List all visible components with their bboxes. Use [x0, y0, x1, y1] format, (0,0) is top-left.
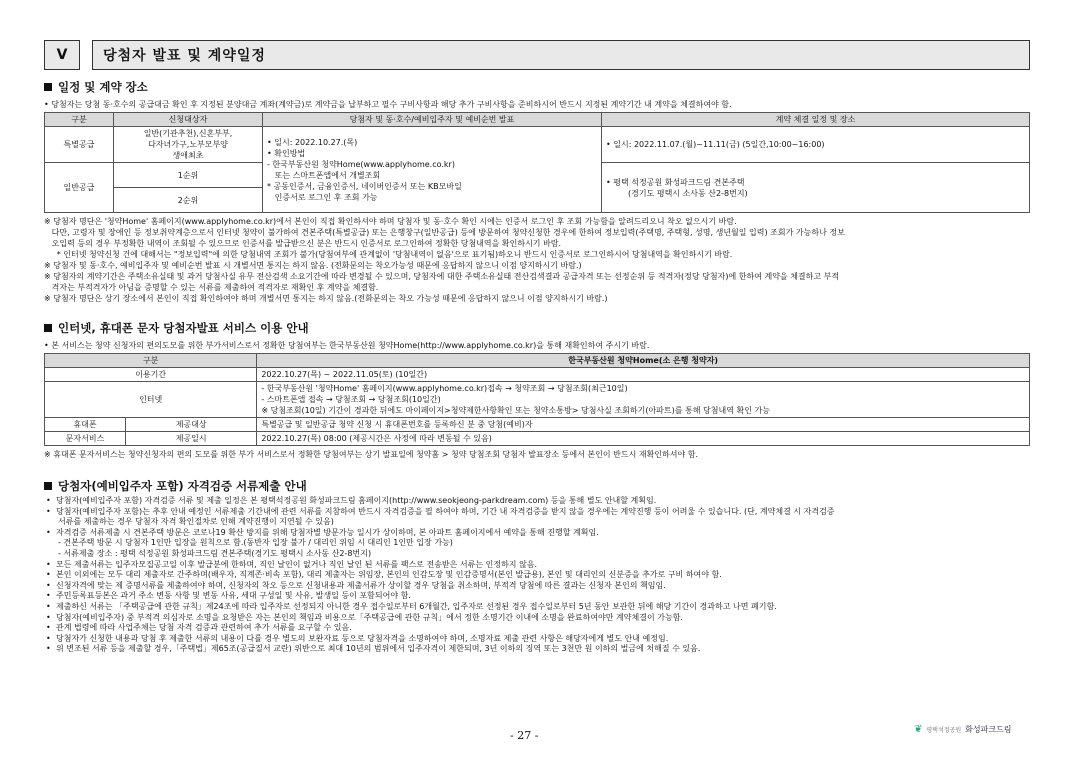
list-item: • 당첨자(예비입주자) 중 부적격 의심자로 소명을 요청받은 자는 본인의 책임과 비용으로「주택공급에 관한 규칙」에서 정한 소명기간 이내에 소명을 완료하여야만 계약체결이 가능함. — [56, 613, 1030, 624]
list-item: • 모든 제출서류는 입주자모집공고일 이후 발급분에 한하며, 직인 날인이 없거나 직인 날인 된 서류를 팩스로 전송받은 서류는 인정하지 않음. — [56, 560, 1030, 571]
square-bullet-icon — [44, 83, 52, 91]
section-title: 당첨자 발표 및 계약일정 — [92, 40, 1030, 70]
sms-date: 2022.10.27(목) 08:00 (제공시간은 사정에 따라 변동될 수 있음) — [257, 432, 1030, 446]
list-item: • 본인 이외에는 모두 대리 제출자로 간주하며(배우자, 직계존·비속 포함), 대리 제출자는 위임장, 본인의 인감도장 및 인감증명서(본인 발급용), 본인 및 대리인의 신분증을 추가로 구비 하여야 함. — [56, 570, 1030, 581]
list-item: • 자격검증 서류제출 시 견본주택 방문은 코로나19 확산 방지를 위해 당첨자별 방문가능 일시가 상이하며, 본 아파트 홈페이지에서 예약을 통해 진행할 계획임. — [56, 528, 1030, 539]
list-item: • 신청자격에 맞는 제 증명서류를 제출하여야 하며, 신청자의 착오 등으로 신청내용과 제출서류가 상이할 경우 당첨을 취소하며, 부적격 당첨에 따른 결과는 신청자 본인의 책임임. — [56, 581, 1030, 592]
general-supply-label: 일반공급 — [45, 163, 114, 213]
list-item: - 서류제출 장소 : 평택 석정공원 화성파크드림 견본주택(경기도 평택시 소사동 산2-8번지) — [58, 548, 372, 558]
schedule-intro: • 당첨자는 당첨 동·호수의 공급대금 확인 후 지정된 분양대금 계좌(계약금)로 계약금을 납부하고 필수 구비사항과 해당 추가 구비사항을 준비하시어 반드시 지정된 계약기간 내 계약을 체결하여야 함. — [44, 100, 732, 109]
list-item: • 당첨자(예비입주자 포함)는 추후 안내 예정인 서류제출 기간내에 관련 서류를 지참하여 반드시 자격검증을 필 하여야 하며, 기간 내 자격검증을 받지 않을 경우에는 계약진행 등이 어려울 수 있습니다. (단, 계약체결 시 자격검증 — [56, 507, 1030, 518]
schedule-notes: ※ 당첨자 명단은 '청약Home' 홈페이지(www.applyhome.co.kr)에서 본인이 직접 확인하셔야 하며 당첨자 및 동·호수 확인 시에는 인증서 로그인 후 조회 가능함을 알려드리오니 착오 없으시기 바람. 다만, 고령자 및 장애인 등 정보취약계층으로서 인터넷 청약이 불가하여 견본주택(특별공급) 또는 은행창구(일반공급) 등에 방문하여 청약신청한 경우에 한하여 정보입력(주택명, 주택형, 성명, 생년월일 입력) 조회가 가능하나 정보 오입력 등의 경우 부정확한 내역이 조회될 수 있으므로 인증서를 발급받으신 분은 반드시 인증서로 로그인하여 정확한 당첨내역을 확인하시기 바람. * 인터넷 청약신청 건에 대해서는 "정보입력"에 의한 당첨내역 조회가 불가(당첨여부에 관계없이 '당첨내역이 없음'으로 표기됨)하오니 반드시 인증서로 로그인하시어 당첨내역을 확인하시기 바람. ※ 당첨자 및 동·호수, 예비입주자 및 예비순번 발표 시 개별서면 통지는 하지 않음. (전화문의는 착오가능성 때문에 응답하지 않으니 이점 양지하시기 바람.) ※ 당첨자의 계약기간은 주택소유실태 및 과거 당첨사실 유무 전산검색 소요기간에 따라 변경될 수 있으며, 당첨자에 대한 주택소유실태 전산검색결과 공급자격 또는 선정순위 등 적격자(정당 당첨자)에 한하여 계약을 체결하고 부적 격자는 부적격자가 아님을 증명할 수 있는 서류를 제출하여 적격자로 재확인 후 계약을 체결함. ※ 당첨자 명단은 상기 장소에서 본인이 직접 확인하여야 하며 개별서면 통지는 하지 않음.(전화문의는 착오 가능성 때문에 응답하지 않으니 이점 양지하시기 바람.) — [44, 217, 845, 303]
leaf-icon: ❦ — [914, 724, 923, 735]
service-period: 2022.10.27(목) ~ 2022.11.05(토) (10일간) — [257, 368, 1030, 382]
service-table: 구분 한국부동산원 청약Home(소 은행 청약자) 이용기간 2022.10.27(목) ~ 2022.11.05(토) (10일간) 인터넷 - 한국부동산원 '청약Home' 홈페이지(www.applyhome.co.kr)접속 → 청약조회 → 당첨조회(최근10일) - 스마트폰앱 접속 → 당첨조회 → 당첨조회(10일간) ※ 당첨조회(10일) 기간이 경과한 뒤에도 마이페이지>청약제한사항확인 또는 청약소통방> 당첨사실 조회하기(아파트)를 통해 당첨내역 확인 가능 휴대폰 제공대상 특별공급 및 일반공급 청약 신청 시 휴대폰번호를 등록하신 분 중 당첨(예비)자 문자서비스 제공일시 2022.10.27(목) 08:00 (제공시간은 사정에 따라 변동될 수 있음) — [44, 353, 1030, 446]
contract-period: • 일시: 2022.11.07.(월)~11.11(금) (5일간,10:00~16:00) — [602, 127, 1030, 163]
page-number: - 27 - — [510, 729, 539, 742]
contract-place: • 평택 석정공원 화성파크드림 견본주택 (경기도 평택시 소사동 산2-8번지) — [602, 163, 1030, 213]
service-intro: • 본 서비스는 청약 신청자의 편의도모를 위한 부가서비스로서 정확한 당첨여부는 한국부동산원 청약Home(http://www.applyhome.co.kr)을 통해 재확인하여 주시기 바람. — [44, 341, 650, 350]
special-targets: 일반(기관추천),신혼부부, 다자녀가구,노부모부양 생애최초 — [114, 127, 263, 163]
page — [44, 40, 1030, 655]
announcement-info: • 일시: 2022.10.27.(목) • 확인방법 - 한국부동산원 청약Home(www.applyhome.co.kr) 또는 스마트폰앱에서 개별조회 * 공동인증서, 금융인증서, 네이버인증서 또는 KB모바일 인증서로 로그인 후 조회 가능 — [263, 127, 602, 213]
documents-list — [44, 496, 1030, 655]
brand-logo: ❦ 평택석정공원 화성파크드림 — [914, 724, 1012, 735]
list-item: • 당첨자(예비입주자 포함) 자격검증 서류 및 제출 일정은 본 평택석정공원 화성파크드림 홈페이지(http://www.seokjeong-parkdream.com) 등을 통해 별도 안내할 계획임. — [56, 496, 1030, 507]
rank2: 2순위 — [114, 188, 263, 213]
square-bullet-icon — [44, 324, 52, 332]
square-bullet-icon — [44, 482, 52, 490]
list-item: • 당첨자가 신청한 내용과 당첨 후 제출한 서류의 내용이 다를 경우 별도의 보완자료 등으로 당첨자격을 소명하여야 하며, 소명자료 제출 관련 사항은 해당자에게 별도 안내 예정임. — [56, 634, 1030, 645]
sms-target: 특별공급 및 일반공급 청약 신청 시 휴대폰번호를 등록하신 분 중 당첨(예비)자 — [257, 418, 1030, 432]
internet-methods: - 한국부동산원 '청약Home' 홈페이지(www.applyhome.co.kr)접속 → 청약조회 → 당첨조회(최근10일) - 스마트폰앱 접속 → 당첨조회 → 당첨조회(10일간) ※ 당첨조회(10일) 기간이 경과한 뒤에도 마이페이지>청약제한사항확인 또는 청약소통방> 당첨사실 조회하기(아파트)를 통해 당첨내역 확인 가능 — [257, 382, 1030, 418]
list-item: - 견본주택 방문 시 당첨자 1인만 입장을 원칙으로 함.(동반자 입장 불가 / 대리인 위임 시 대리인 1인만 입장 가능) — [58, 538, 453, 548]
section-number: Ⅴ — [44, 40, 80, 70]
list-item: • 주민등록표등본은 과거 주소 변동 사항 및 변동 사유, 세대 구성일 및 사유, 발생일 등이 포함되어야 함. — [56, 591, 1030, 602]
section-header — [44, 40, 1030, 70]
subsection-schedule-heading: 일정 및 계약 장소 — [44, 79, 1030, 95]
list-item: • 제출하신 서류는 「주택공급에 관한 규칙」제24조에 따라 입주자로 선정되지 아니한 경우 접수일로부터 6개월간, 입주자로 선정된 경우 접수일로부터 5년 동안 보관한 뒤에 해당 기간이 경과하고 나면 폐기함. — [56, 602, 1030, 613]
subsection-documents-heading: 당첨자(예비입주자 포함) 자격검증 서류제출 안내 — [44, 478, 1030, 494]
list-item: • 위 변조된 서류 등을 제출할 경우,「주택법」제65조(공급질서 교란) 위반으로 최대 10년의 범위에서 입주자격이 제한되며, 3년 이하의 징역 또는 3천만 원 이하의 벌금에 처해질 수 있음. — [56, 644, 1030, 655]
list-item: 서류를 제출하는 경우 당첨자 자격 확인절차로 인해 계약진행이 지연될 수 있음) — [58, 517, 334, 527]
subsection-service-heading: 인터넷, 휴대폰 문자 당첨자발표 서비스 이용 안내 — [44, 320, 1030, 336]
special-supply-label: 특별공급 — [45, 127, 114, 163]
list-item: • 관계 법령에 따라 사업주체는 당첨 자격 검증과 관련하여 추가 서류를 요구할 수 있음. — [56, 623, 1030, 634]
schedule-table: 구분 신청대상자 당첨자 및 동·호수/예비입주자 및 예비순번 발표 계약 체결 일정 및 장소 특별공급 일반(기관추천),신혼부부, 다자녀가구,노부모부양 생애최초 • 일시: 2022.10.27.(목) • 확인방법 - 한국부동산원 청약Home(www.applyhome.co.kr) 또는 스마트폰앱에서 개별조회 * 공동인증서, 금융인증서, 네이버인증서 또는 KB모바일 인증서로 로그인 후 조회 가능 • 일시: 2022.11.07.(월)~11.11(금) (5일간,10:00~16:00) 일반공급 1순위 • 평택 석정공원 화성파크드림 견본주택 (경기도 평택시 소사동 산2-8번지) 2순위 — [44, 112, 1030, 213]
service-note: ※ 휴대폰 문자서비스는 청약신청자의 편의 도모를 위한 부가 서비스로서 정확한 당첨여부는 상기 발표일에 청약홈 > 청약 당첨조회 당첨자 발표장소 등에서 본인이 반드시 재확인하셔야 함. — [44, 450, 699, 459]
rank1: 1순위 — [114, 163, 263, 188]
